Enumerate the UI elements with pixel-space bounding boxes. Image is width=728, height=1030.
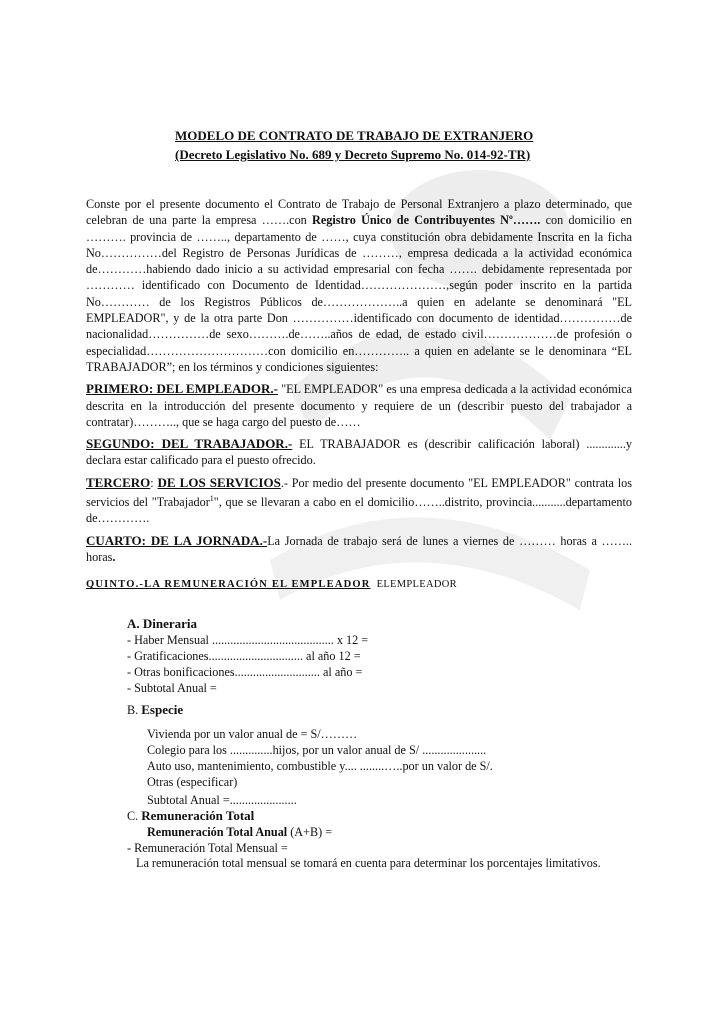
document-title: MODELO DE CONTRATO DE TRABAJO DE EXTRANJERO <box>175 128 534 143</box>
total-anual-formula: (A+B) = <box>287 825 333 839</box>
segundo-text: EL TRABAJADOR es (describir calificación laboral) .............y declara estar calificado para el puesto ofrecido. <box>86 437 632 468</box>
clause-segundo <box>86 436 632 469</box>
section-b-title: Especie <box>141 702 184 717</box>
footnote-marker: 1 <box>209 494 214 504</box>
tercero-text-b: ", que se llevaran a cabo en el domicilio……..distrito, provincia...........departamento de…………. <box>86 495 632 526</box>
intro-ruc: Registro Único de Contribuyentes Nº……. <box>312 213 541 228</box>
section-b <box>127 702 493 808</box>
intro-text-a: Conste por el presente documento el Contrato de Trabajo de Personal Extranjero a plazo determinado, que celebran de una parte la empresa …….con <box>86 197 632 228</box>
bonificaciones-row: - Otras bonificaciones............................ al año = <box>127 665 363 679</box>
document-body <box>86 196 632 594</box>
total-mensual-row: - Remuneración Total Mensual = <box>127 841 288 855</box>
quinto-tail: ELEMPLEADOR <box>376 579 457 591</box>
tercero-text-a: .- Por medio del presente documento "EL EMPLEADOR" contrata los servicios del "Trabajador <box>86 475 633 510</box>
cuarto-text: La Jornada de trabajo será de lunes a viernes de ……… horas a …….. horas <box>86 533 633 564</box>
tercero-sep: : <box>150 475 158 490</box>
cuarto-tail: . <box>112 550 116 564</box>
section-c-label: C. <box>127 809 139 823</box>
quinto-heading: QUINTO.-LA REMUNERACIÓN EL EMPLEADOR <box>86 579 371 591</box>
section-b-label: B. <box>127 703 139 717</box>
clause-quinto <box>86 575 632 593</box>
primero-text: "EL EMPLEADOR" es una empresa dedicada a la actividad económica descrita en la introducción del presente documento y requiere de un (describir puesto del trabajador a contratar)……….., que se haga cargo del puesto de…… <box>86 382 632 429</box>
cuarto-heading: CUARTO: DE LA JORNADA.- <box>86 532 268 548</box>
section-c <box>127 808 332 856</box>
auto-row: Auto uso, mantenimiento, combustible y.... ........…..por un valor de S/. <box>147 759 493 773</box>
tercero-heading-b: DE LOS SERVICIOS <box>157 474 281 490</box>
section-c-title: Remuneración Total <box>141 808 255 823</box>
vivienda-row: Vivienda por un valor anual de = S/……… <box>147 727 358 741</box>
segundo-heading: SEGUNDO: DEL TRABAJADOR.- <box>86 436 293 452</box>
subtotal-b-row: Subtotal Anual =...................... <box>147 793 297 807</box>
section-a-title: A. Dineraria <box>127 616 198 631</box>
tercero-heading: TERCERO <box>86 474 151 490</box>
haber-mensual-row: - Haber Mensual ........................................ x 12 = <box>127 633 369 647</box>
clause-tercero <box>86 475 632 527</box>
primero-heading: PRIMERO: DEL EMPLEADOR.- <box>86 381 279 397</box>
colegio-row: Colegio para los ..............hijos, por un valor anual de S/ ..................... <box>147 743 487 757</box>
gratificaciones-row: - Gratificaciones............................... al año 12 = <box>127 649 361 663</box>
document-subtitle: (Decreto Legislativo No. 689 y Decreto Supremo No. 014-92-TR) <box>175 147 531 162</box>
clause-cuarto <box>86 533 632 566</box>
clause-primero <box>86 381 632 430</box>
subtotal-a-row: - Subtotal Anual = <box>127 681 217 695</box>
total-anual-label: Remuneración Total Anual <box>147 825 288 839</box>
intro-paragraph <box>86 196 632 375</box>
intro-text-b: con domicilio en ………. provincia de …….., departamento de ……, cuya constitución obra debidamente Inscrita en la ficha No……………del Registro de Personas Jurídicas de ………, empresa dedicada a la actividad económica de…………habiendo dado inicio a su actividad empresarial con fecha ……. debidamente representada por ………… identificado con Documento de Identidad…………………,según poder inscrito en la partida No………… de los Registros Públicos de………………..a quien en adelante se denominará "EL EMPLEADOR", y de la otra parte Don ……………identificado con documento de identidad……………de nacionalidad……………de sexo……….de……..años de edad, de estado civil………………de profesión o especialidad…………………………con domicilio en………….. a quien en adelante se le denominara “EL TRABAJADOR”; en los términos y condiciones siguientes: <box>86 213 632 374</box>
otras-row: Otras (especificar) <box>147 775 238 789</box>
section-c-note: La remuneración total mensual se tomará en cuenta para determinar los porcentajes limitativos. <box>136 856 601 870</box>
section-a <box>127 616 368 696</box>
